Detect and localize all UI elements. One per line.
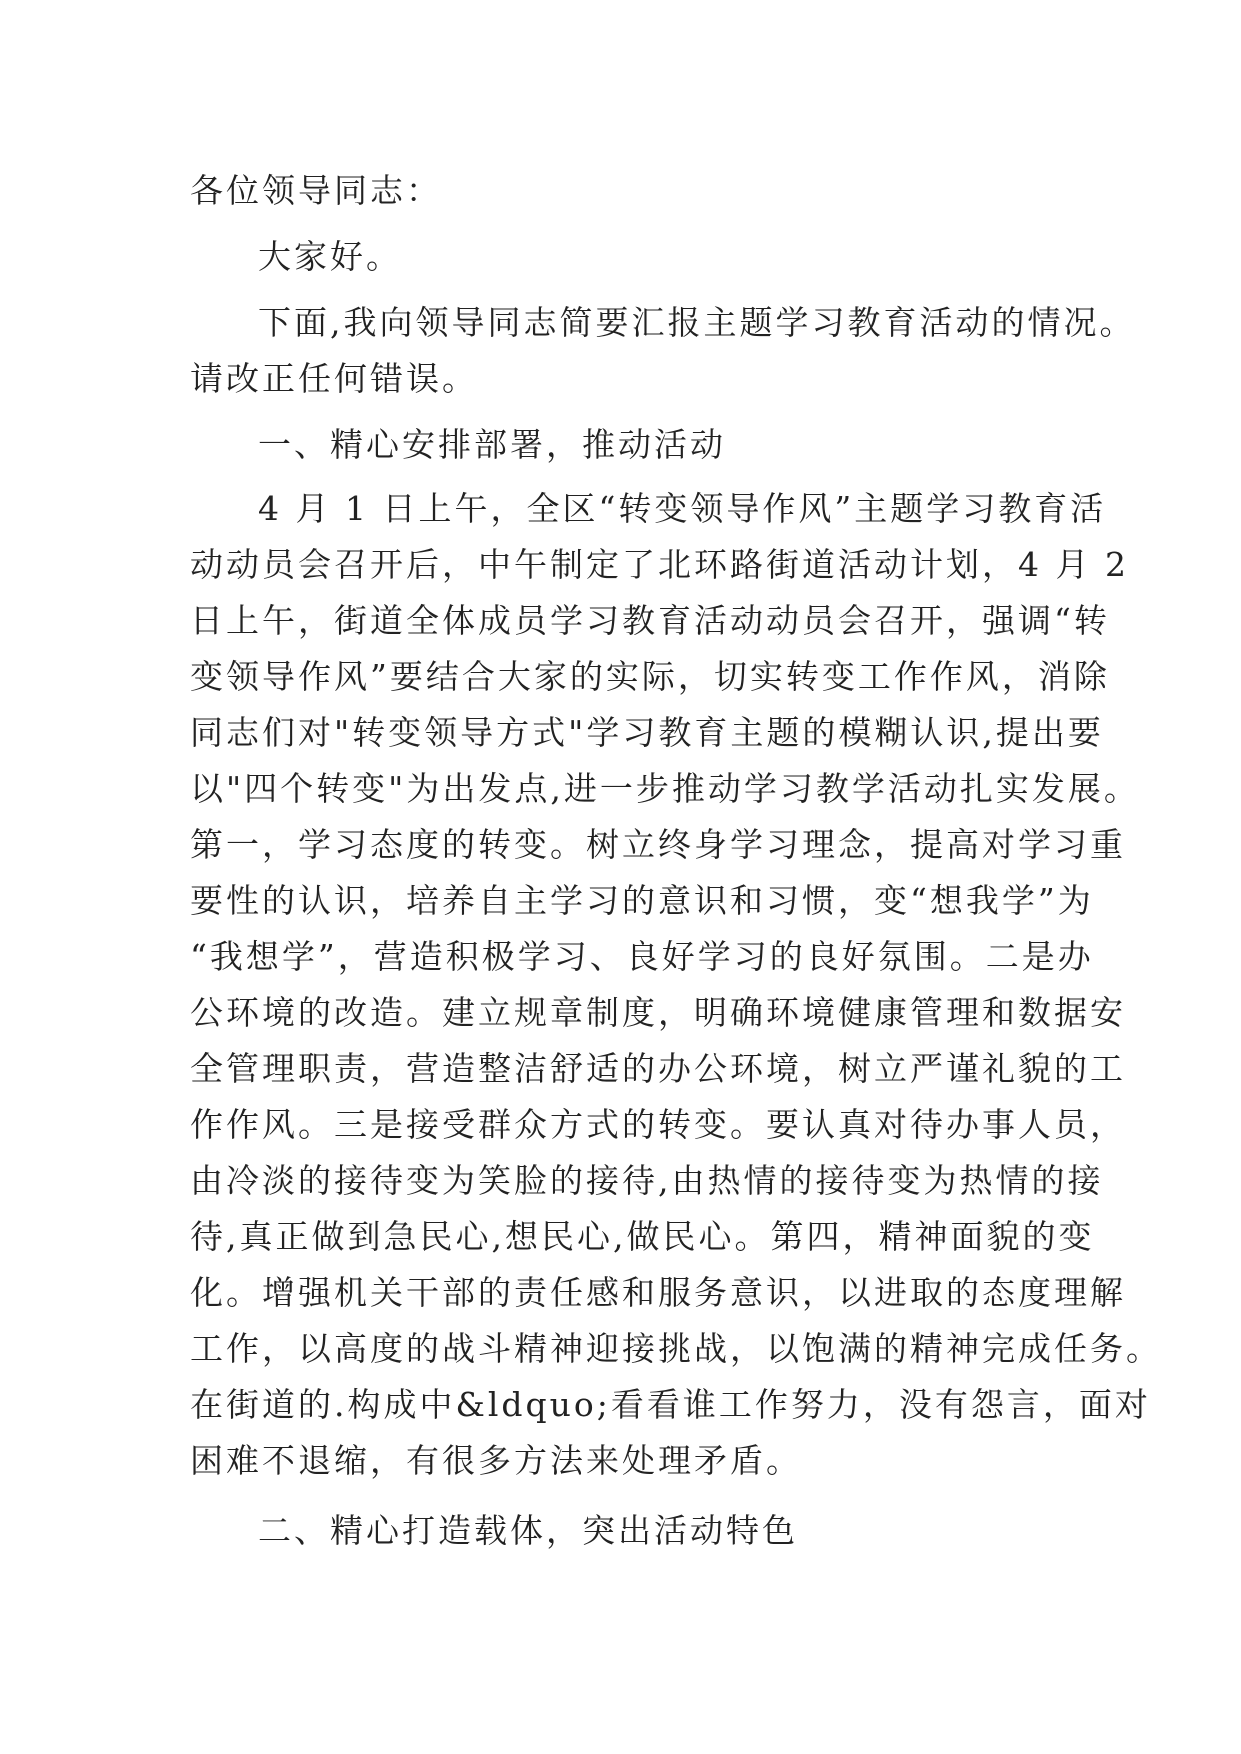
section-heading-1: 一、精心安排部署，推动活动 — [258, 425, 726, 464]
intro-line: 请改正任何错误。 — [190, 359, 478, 398]
paragraph-line: 同志们对"转变领导方式"学习教育主题的模糊认识,提出要 — [190, 713, 1104, 752]
paragraph-line: 工作，以高度的战斗精神迎接挑战，以饱满的精神完成任务。 — [190, 1329, 1162, 1368]
paragraph-line: 作作风。三是接受群众方式的转变。要认真对待办事人员， — [190, 1105, 1126, 1144]
paragraph-line: 在街道的.构成中&ldquo;看看谁工作努力，没有怨言，面对 — [190, 1385, 1151, 1424]
paragraph-line: 要性的认识，培养自主学习的意识和习惯，变“想我学”为 — [190, 881, 1094, 920]
intro-line: 下面,我向领导同志简要汇报主题学习教育活动的情况。 — [258, 303, 1136, 342]
paragraph-line: “我想学”，营造积极学习、良好学习的良好氛围。二是办 — [190, 937, 1094, 976]
salutation: 各位领导同志： — [190, 171, 442, 210]
paragraph-line: 日上午，街道全体成员学习教育活动动员会召开，强调“转 — [190, 601, 1110, 640]
document-body — [190, 163, 1162, 1559]
paragraph-line: 待,真正做到急民心,想民心,做民心。第四，精神面貌的变 — [190, 1217, 1095, 1256]
section-heading-2: 二、精心打造载体，突出活动特色 — [258, 1511, 798, 1550]
paragraph-line: 全管理职责，营造整洁舒适的办公环境，树立严谨礼貌的工 — [190, 1049, 1126, 1088]
paragraph-line: 化。增强机关干部的责任感和服务意识，以进取的态度理解 — [190, 1273, 1126, 1312]
greeting: 大家好。 — [258, 237, 402, 276]
paragraph-line: 公环境的改造。建立规章制度，明确环境健康管理和数据安 — [190, 993, 1126, 1032]
paragraph-line: 变领导作风”要结合大家的实际，切实转变工作作风，消除 — [190, 657, 1110, 696]
paragraph-line: 以"四个转变"为出发点,进一步推动学习教学活动扎实发展。 — [190, 769, 1140, 808]
paragraph-line: 由冷淡的接待变为笑脸的接待,由热情的接待变为热情的接 — [190, 1161, 1104, 1200]
paragraph-line: 4 月 1 日上午，全区“转变领导作风”主题学习教育活 — [258, 489, 1107, 528]
paragraph-line: 第一，学习态度的转变。树立终身学习理念，提高对学习重 — [190, 825, 1126, 864]
paragraph-line: 困难不退缩，有很多方法来处理矛盾。 — [190, 1441, 802, 1480]
paragraph-line: 动动员会召开后，中午制定了北环路街道活动计划，4 月 2 — [190, 545, 1129, 584]
